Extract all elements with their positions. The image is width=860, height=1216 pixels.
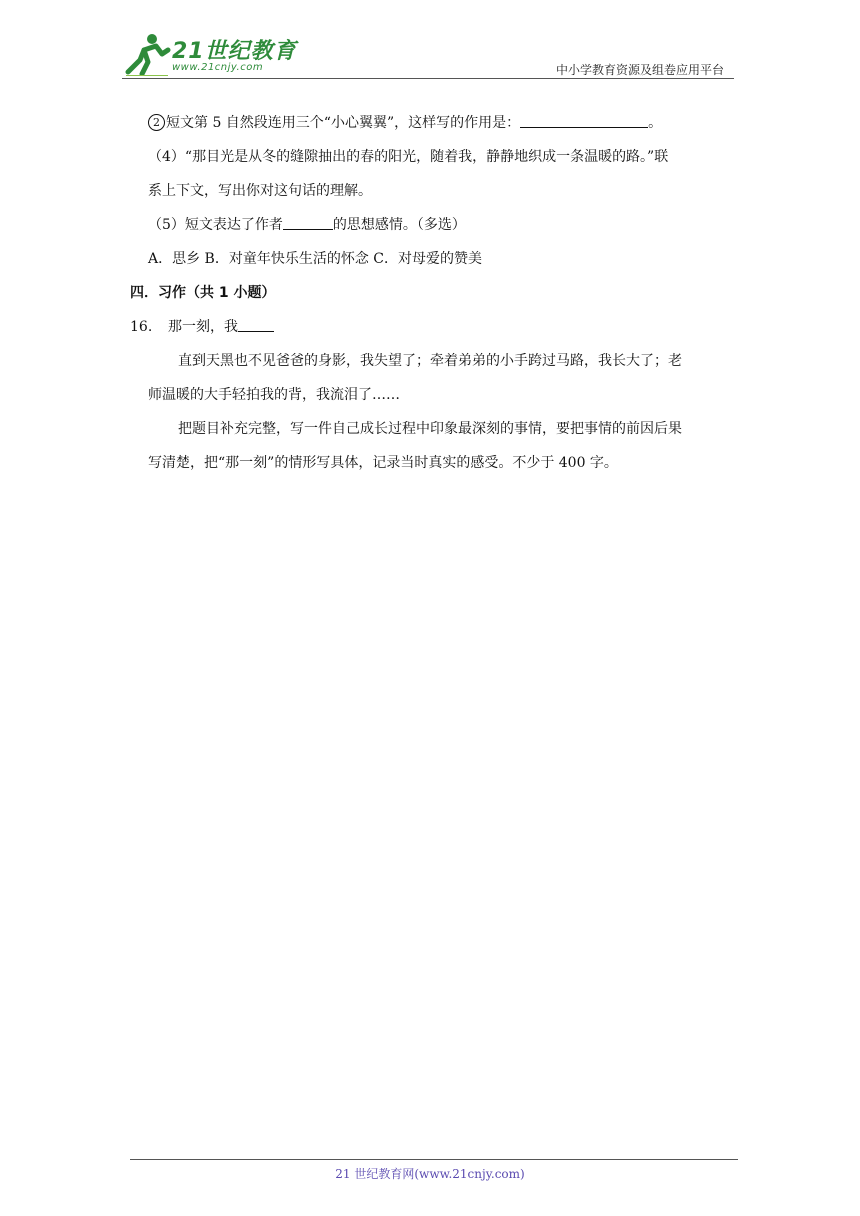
- footer-divider: [130, 1159, 738, 1160]
- section-heading: 四．习作（共 1 小题）: [130, 285, 276, 301]
- logo-text: 21世纪教育: [172, 39, 297, 64]
- question-text: （5）短文表达了作者: [148, 217, 283, 233]
- question-4-2: [130, 106, 742, 140]
- question-text: 的思想感情。（多选）: [332, 217, 466, 233]
- site-logo[interactable]: [122, 32, 297, 80]
- circled-number: 2: [148, 114, 165, 131]
- logo-url: www.21cnjy.com: [172, 62, 264, 73]
- paragraph-line: 写清楚，把“那一刻”的情形写具体，记录当时真实的感受。不少于 400 字。: [148, 455, 618, 471]
- document-body: [130, 106, 742, 480]
- question-number: 16.: [130, 319, 153, 335]
- question-text: 短文第 5 自然段连用三个“小心翼翼”，这样写的作用是：: [166, 115, 521, 131]
- paragraph-line: 直到天黑也不见爸爸的身影，我失望了；牵着弟弟的小手跨过马路，我长大了；老: [178, 353, 682, 369]
- paragraph-line: 把题目补充完整，写一件自己成长过程中印象最深刻的事情，要把事情的前因后果: [178, 421, 682, 437]
- header-divider: [122, 78, 734, 79]
- runner-logo-icon: [122, 32, 172, 76]
- question-5: [130, 208, 742, 242]
- paragraph-line: 师温暖的大手轻拍我的背，我流泪了……: [148, 387, 400, 403]
- question-16: [130, 310, 742, 344]
- question-4-line1: （4）“那目光是从冬的缝隙抽出的春的阳光，随着我，静静地织成一条温暖的路。”联: [148, 149, 669, 165]
- footer-text[interactable]: 21 世纪教育网(www.21cnjy.com): [335, 1167, 525, 1181]
- question-text: 那一刻，我: [168, 319, 238, 335]
- header-tagline: 中小学教育资源及组卷应用平台: [555, 63, 724, 77]
- answer-blank: [238, 319, 274, 332]
- answer-blank: [283, 217, 333, 230]
- question-5-options: A．思乡 B．对童年快乐生活的怀念 C．对母爱的赞美: [148, 251, 483, 267]
- question-4-line2: 系上下文，写出你对这句话的理解。: [148, 183, 372, 199]
- page-header: [0, 0, 860, 90]
- answer-blank: [520, 115, 648, 128]
- question-end: 。: [648, 115, 663, 131]
